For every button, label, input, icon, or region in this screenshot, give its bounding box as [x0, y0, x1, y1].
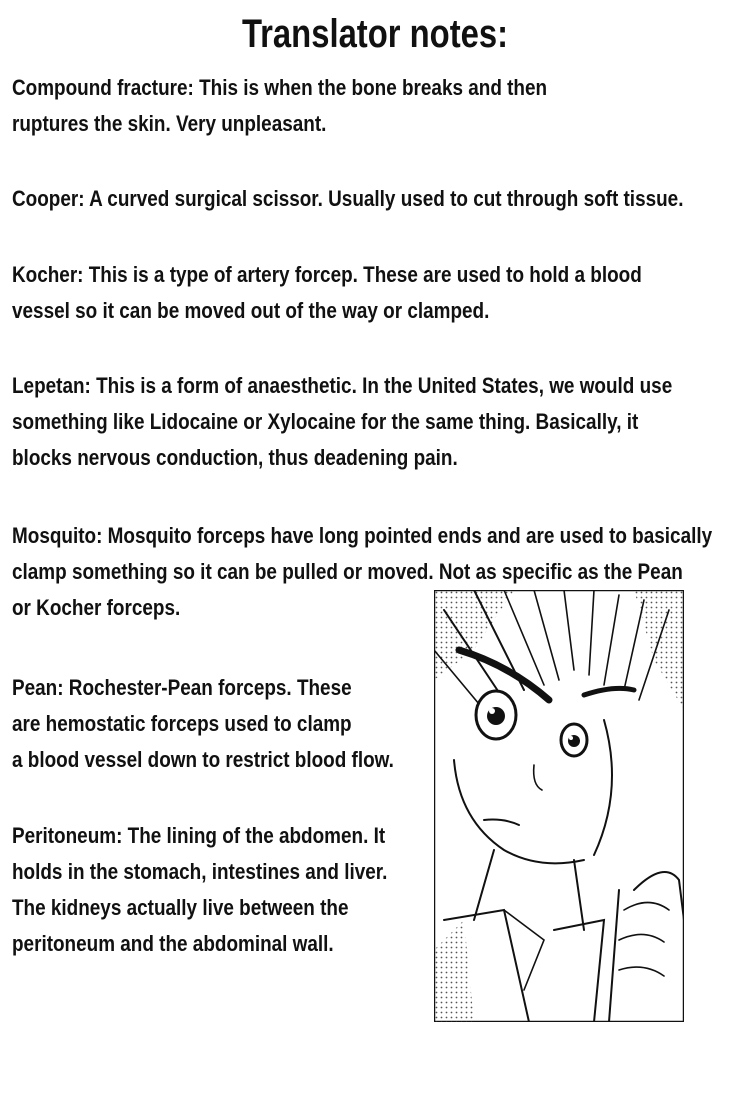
- note-line: Compound fracture: This is when the bone breaks and then: [12, 75, 548, 100]
- note-compound-fracture: [12, 70, 547, 142]
- note-line: The kidneys actually live between the: [12, 895, 349, 920]
- page-title: Translator notes:: [241, 12, 509, 56]
- note-peritoneum: [12, 818, 387, 962]
- note-line: Lepetan: This is a form of anaesthetic. In the United States, we would use: [12, 373, 673, 398]
- note-line: blocks nervous conduction, thus deadening pain.: [12, 445, 458, 470]
- note-line: are hemostatic forceps used to clamp: [12, 711, 352, 736]
- note-lepetan: [12, 368, 672, 476]
- note-line: clamp something so it can be pulled or moved. Not as specific as the Pean: [12, 559, 683, 584]
- note-line: ruptures the skin. Very unpleasant.: [12, 111, 327, 136]
- note-kocher: [12, 257, 642, 329]
- note-line: something like Lidocaine or Xylocaine for the same thing. Basically, it: [12, 409, 639, 434]
- note-line: a blood vessel down to restrict blood flow.: [12, 747, 394, 772]
- note-line: Kocher: This is a type of artery forcep. These are used to hold a blood: [12, 262, 642, 287]
- note-line: Peritoneum: The lining of the abdomen. It: [12, 823, 386, 848]
- note-line: Pean: Rochester-Pean forceps. These: [12, 675, 352, 700]
- note-line: holds in the stomach, intestines and liver.: [12, 859, 388, 884]
- note-line: vessel so it can be moved out of the way or clamped.: [12, 298, 490, 323]
- note-line: or Kocher forceps.: [12, 595, 181, 620]
- note-line: peritoneum and the abdominal wall.: [12, 931, 334, 956]
- note-cooper: [12, 181, 683, 217]
- manga-character-illustration: [434, 590, 684, 1022]
- note-line: Cooper: A curved surgical scissor. Usually used to cut through soft tissue.: [12, 186, 684, 211]
- note-pean: [12, 670, 394, 778]
- note-line: Mosquito: Mosquito forceps have long pointed ends and are used to basically: [12, 523, 713, 548]
